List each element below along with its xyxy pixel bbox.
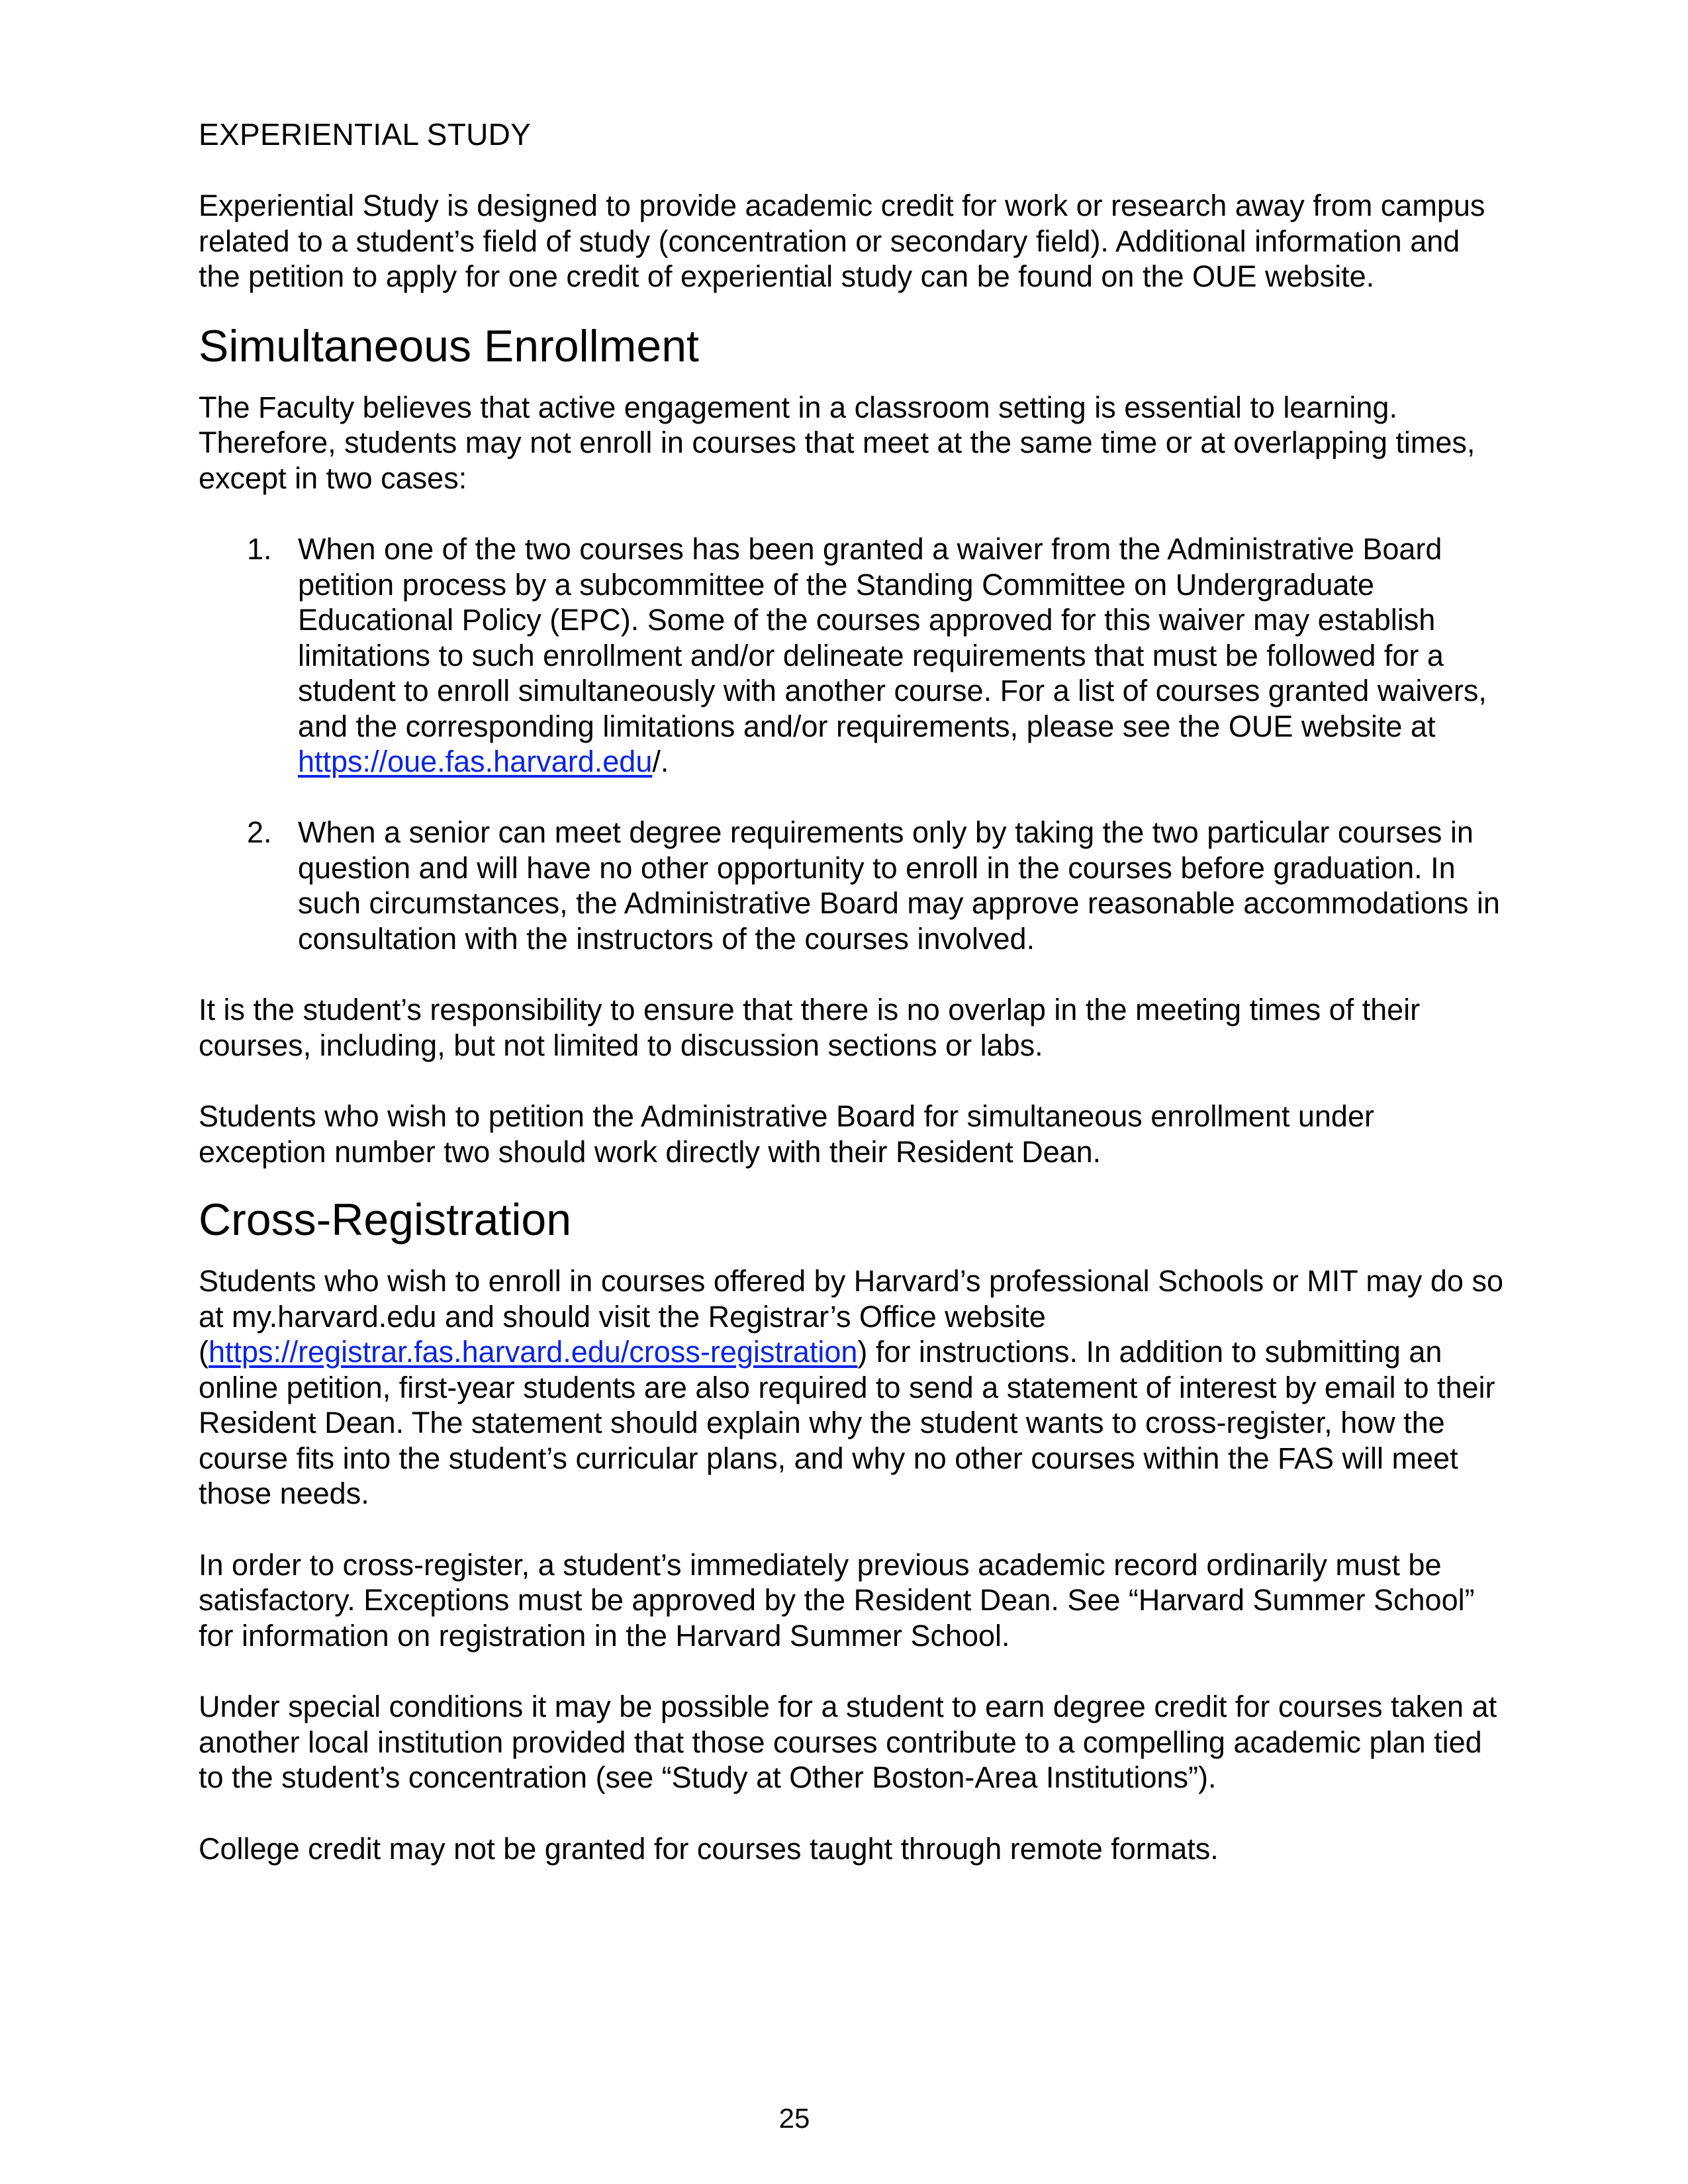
cross-registration-text-continued: ) for instructions. In addition to submitting an online petition, first-year students are also required to send a statement of interest by email to their Resident Dean. The statement should explain why the student wants to cross-register, how the course fits into the student’s curricular plans, and why no other courses within the FAS will meet those needs. xyxy=(199,1335,1495,1510)
list-item-text: When a senior can meet degree requirements only by taking the two particular courses in question and will have no other opportunity to enroll in the courses before graduation. In such circumstances, the Administrative Board may approve reasonable accommodations in consultation with the instructors of the courses involved. xyxy=(298,815,1500,956)
oue-website-link[interactable]: https://oue.fas.harvard.edu xyxy=(298,745,653,778)
list-item-number: 1. xyxy=(247,532,272,566)
list-item-text: When one of the two courses has been granted a waiver from the Administrative Board petition process by a subcommittee of the Standing Committee on Undergraduate Educational Policy (EPC). Some of the courses approved for this waiver may establish limitations to such enrollment and/or delineate requirements that must be followed for a student to enroll simultaneously with another course. For a list of courses granted waivers, and the corresponding limitations and/or requirements, please see the OUE website at xyxy=(298,532,1487,743)
cross-registration-heading: Cross-Registration xyxy=(199,1195,572,1245)
cross-registration-eligibility-paragraph: In order to cross-register, a student’s immediately previous academic record ordinarily must be satisfactory. Exceptions must be approved by the Resident Dean. See “Harvard Summer School” for information on registration in the Harvard Summer School. xyxy=(199,1547,1475,1653)
document-page xyxy=(199,106,1509,1866)
local-institution-paragraph: Under special conditions it may be possible for a student to earn degree credit for courses taken at another local institution provided that those courses contribute to a compelling academic plan tied to the student’s concentration (see “Study at Other Boston-Area Institutions”). xyxy=(199,1690,1497,1794)
cross-registration-text: Students who wish to enroll in courses offered by Harvard’s professional Schools or MIT may do so at my.harvard.edu and should visit the Registrar’s Office website ( xyxy=(199,1264,1503,1369)
simultaneous-enrollment-intro: The Faculty believes that active engagement in a classroom setting is essential to learning. Therefore, students may not enroll in courses that meet at the same time or at overlapping times, except in two cases: xyxy=(199,390,1476,495)
experiential-study-body: Experiential Study is designed to provide academic credit for work or research away from campus related to a student’s field of study (concentration or secondary field). Additional information and the petition to apply for one credit of experiential study can be found on the OUE website. xyxy=(199,189,1485,293)
simultaneous-enrollment-heading: Simultaneous Enrollment xyxy=(199,320,699,371)
remote-formats-paragraph: College credit may not be granted for courses taught through remote formats. xyxy=(199,1831,1219,1866)
list-item xyxy=(199,531,1509,780)
cross-registration-paragraph xyxy=(199,1263,1509,1512)
experiential-study-heading: EXPERIENTIAL STUDY xyxy=(199,117,532,152)
petition-paragraph: Students who wish to petition the Administrative Board for simultaneous enrollment under exception number two should work directly with their Resident Dean. xyxy=(199,1099,1374,1169)
registrar-cross-registration-link[interactable]: https://registrar.fas.harvard.edu/cross-registration xyxy=(209,1335,858,1369)
list-item-number: 2. xyxy=(247,815,272,849)
exception-list xyxy=(199,531,1509,956)
list-item-trailing-text: /. xyxy=(652,745,669,778)
responsibility-paragraph: It is the student’s responsibility to ensure that there is no overlap in the meeting times of their courses, including, but not limited to discussion sections or labs. xyxy=(199,993,1421,1062)
list-item xyxy=(199,815,1509,956)
page-number: 25 xyxy=(778,2103,810,2134)
